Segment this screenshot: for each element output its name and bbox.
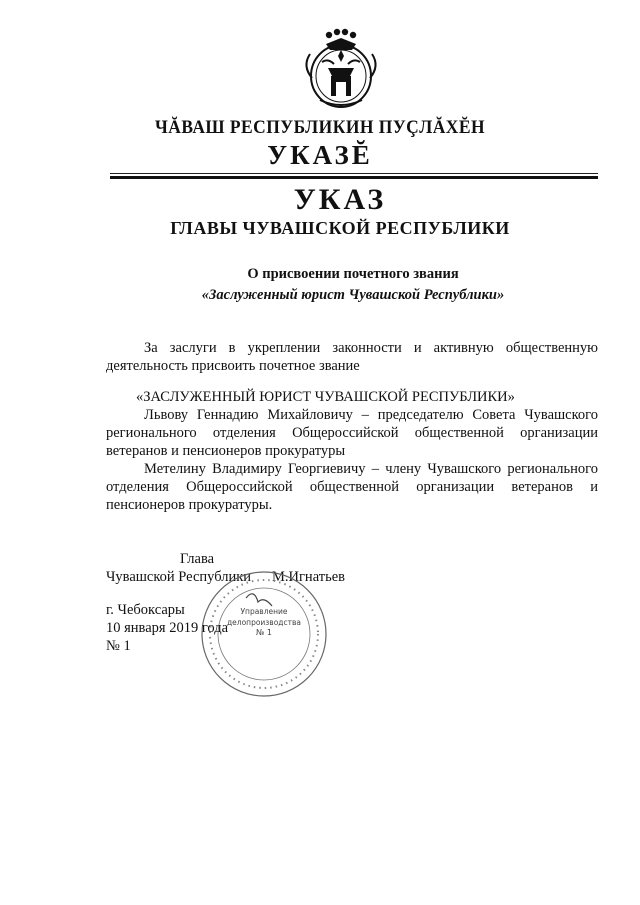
signature-name: М.Игнатьев bbox=[272, 569, 345, 585]
stamp-text-line-3: № 1 bbox=[256, 628, 272, 637]
header-divider-thin bbox=[110, 173, 598, 174]
stamp-text-line-2: делопроизводства bbox=[226, 618, 301, 627]
body-paragraph-1: За заслуги в укреплении законности и активную общественную деятельность присвоить почетное звание bbox=[106, 340, 598, 374]
chuvash-coat-of-arms-icon bbox=[298, 26, 384, 110]
issue-place: г. Чебоксары bbox=[106, 602, 185, 618]
subject-line-1: О присвоении почетного звания bbox=[247, 266, 459, 282]
signature-position-line-2: Чувашской Республики bbox=[106, 569, 252, 585]
issue-date: 10 января 2019 года bbox=[106, 620, 229, 636]
subject-line-2: «Заслуженный юрист Чувашской Республики» bbox=[201, 287, 505, 303]
honorary-title: «ЗАСЛУЖЕННЫЙ ЮРИСТ ЧУВАШСКОЙ РЕСПУБЛИКИ» bbox=[136, 389, 515, 405]
decree-number: № 1 bbox=[106, 638, 131, 654]
header-divider-thick bbox=[110, 176, 598, 179]
body-paragraph-3: Метелину Владимиру Георгиевичу – члену Чувашского регионального отделения Общероссийской общественной организации ветеранов и пенсионеров прокуратуры. bbox=[106, 461, 598, 513]
decree-body bbox=[106, 339, 598, 514]
header-russian-line-1: УКАЗ bbox=[293, 183, 387, 216]
stamp-text-line-1: Управление bbox=[240, 607, 288, 616]
header-chuvash-line-2: УКАЗĔ bbox=[267, 140, 373, 170]
signature-position-line-1: Глава bbox=[180, 551, 215, 567]
header-russian-line-2: ГЛАВЫ ЧУВАШСКОЙ РЕСПУБЛИКИ bbox=[170, 218, 510, 238]
header-chuvash-line-1: ЧĂВАШ РЕСПУБЛИКИН ПУÇЛĂХĔН bbox=[154, 117, 486, 138]
body-paragraph-2: Львову Геннадию Михайловичу – председателю Совета Чувашского регионального отделения Общероссийской общественной организации ветеранов и пенсионеров прокуратуры bbox=[106, 407, 598, 459]
